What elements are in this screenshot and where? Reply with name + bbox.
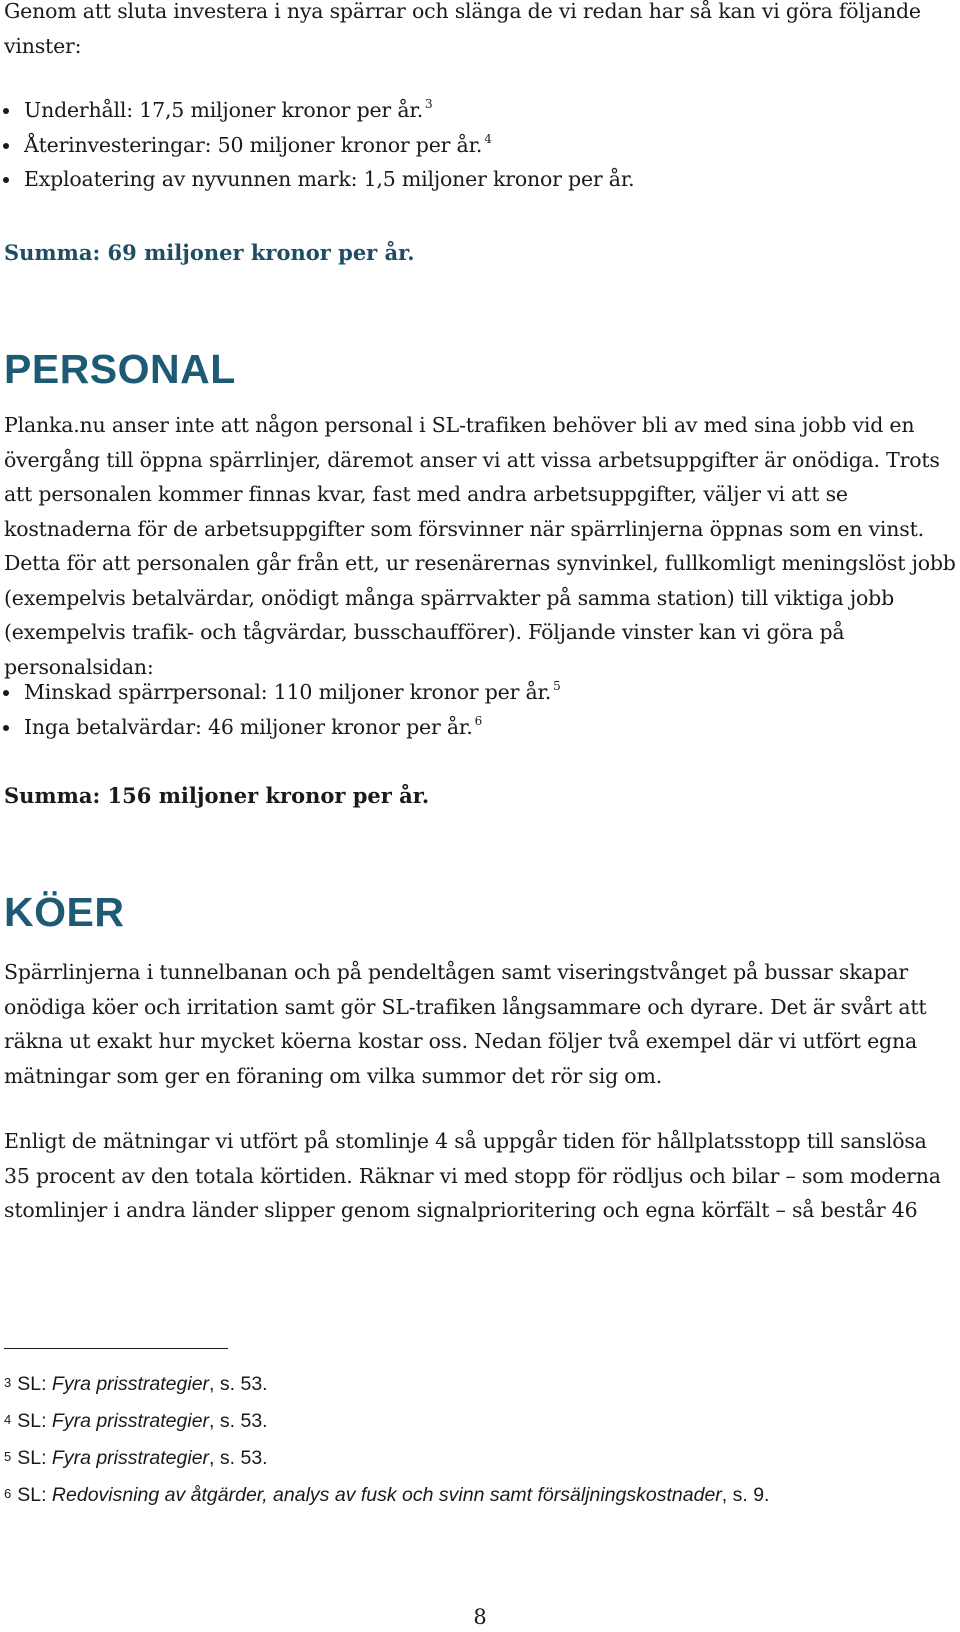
footnote-title: Fyra prisstrategier: [51, 1410, 210, 1432]
footnote-suffix: , s. 53.: [209, 1373, 268, 1395]
summa-personal: Summa: 156 miljoner kronor per år.: [4, 783, 430, 808]
footnote-number: 3: [4, 1375, 12, 1390]
footnote-prefix: SL:: [17, 1484, 52, 1506]
footnote-suffix: , s. 9.: [721, 1484, 770, 1506]
section-heading-personal: PERSONAL: [4, 346, 236, 392]
footnote-title: Fyra prisstrategier: [51, 1373, 210, 1395]
list-item: [0, 675, 940, 710]
bullet-icon: [3, 725, 9, 731]
footnote-prefix: SL:: [17, 1373, 52, 1395]
bullet-icon: [3, 177, 9, 183]
footnote: [4, 1370, 268, 1397]
personal-gains-list: [0, 675, 940, 744]
list-item-text: Underhåll: 17,5 miljoner kronor per år.: [24, 98, 424, 122]
summa-investments: Summa: 69 miljoner kronor per år.: [4, 240, 415, 265]
gains-list: [0, 93, 940, 197]
bullet-icon: [3, 690, 9, 696]
list-item: [0, 162, 940, 197]
list-item: [0, 710, 940, 745]
intro-paragraph: Genom att sluta investera i nya spärrar och slänga de vi redan har så kan vi göra följande vinster:: [4, 0, 921, 58]
footnote-divider: [4, 1348, 228, 1349]
page-number: 8: [473, 1605, 487, 1629]
footnote-prefix: SL:: [17, 1447, 52, 1469]
footnote-number: 6: [4, 1486, 12, 1501]
list-item: [0, 128, 940, 163]
list-item-text: Exploatering av nyvunnen mark: 1,5 miljoner kronor per år.: [24, 167, 635, 191]
bullet-icon: [3, 108, 9, 114]
list-item-text: Minskad spärrpersonal: 110 miljoner kronor per år.: [24, 680, 552, 704]
personal-paragraph: Planka.nu anser inte att någon personal i SL-trafiken behöver bli av med sina jobb vid en övergång till öppna spärrlinjer, däremot anser vi att vissa arbetsuppgifter är onödiga. Trots att personalen kommer finnas kvar, fast med andra arbetsuppgifter, väljer vi att se kostnaderna för de arbetsuppgifter som försvinner när spärrlinjerna öppnas som en vinst. Detta för att personalen går från ett, ur resenärernas synvinkel, fullkomligt meningslöst jobb (exempelvis betalvärdar, onödigt många spärrvakter på samma station) till viktiga jobb (exempelvis trafik- och tågvärdar, busschaufförer). Följande vinster kan vi göra på personalsidan:: [4, 413, 956, 679]
footnote: [4, 1444, 268, 1471]
footnote-ref: 6: [474, 713, 483, 728]
list-item: [0, 93, 940, 128]
koer-paragraph-2: Enligt de mätningar vi utfört på stomlinje 4 så uppgår tiden för hållplatsstopp till sanslösa 35 procent av den totala körtiden. Räknar vi med stopp för rödljus och bilar – som moderna stomlinjer i andra länder slipper genom signalprioritering och egna körfält – så består 46: [4, 1129, 941, 1222]
list-item-text: Återinvesteringar: 50 miljoner kronor per år.: [24, 132, 483, 157]
footnote-number: 5: [4, 1449, 12, 1464]
footnote-title: Fyra prisstrategier: [51, 1447, 210, 1469]
footnote: [4, 1481, 769, 1508]
footnote-ref: 5: [553, 679, 561, 693]
list-item-text: Inga betalvärdar: 46 miljoner kronor per år.: [24, 714, 473, 739]
footnote-suffix: , s. 53.: [209, 1447, 268, 1469]
footnote-suffix: , s. 53.: [209, 1410, 268, 1432]
footnote-ref: 3: [425, 97, 433, 111]
bullet-icon: [3, 143, 9, 149]
footnote-number: 4: [4, 1412, 12, 1427]
koer-paragraph-1: Spärrlinjerna i tunnelbanan och på pendeltågen samt viseringstvånget på bussar skapar onödiga köer och irritation samt gör SL-trafiken långsammare och dyrare. Det är svårt att räkna ut exakt hur mycket köerna kostar oss. Nedan följer två exempel där vi utfört egna mätningar som ger en föraning om vilka summor det rör sig om.: [4, 960, 927, 1088]
footnote-prefix: SL:: [17, 1410, 52, 1432]
footnote-title: Redovisning av åtgärder, analys av fusk och svinn samt försäljningskostnader: [51, 1484, 722, 1506]
footnote-ref: 4: [484, 131, 492, 146]
section-heading-koer: KÖER: [4, 889, 125, 935]
footnote: [4, 1407, 268, 1434]
